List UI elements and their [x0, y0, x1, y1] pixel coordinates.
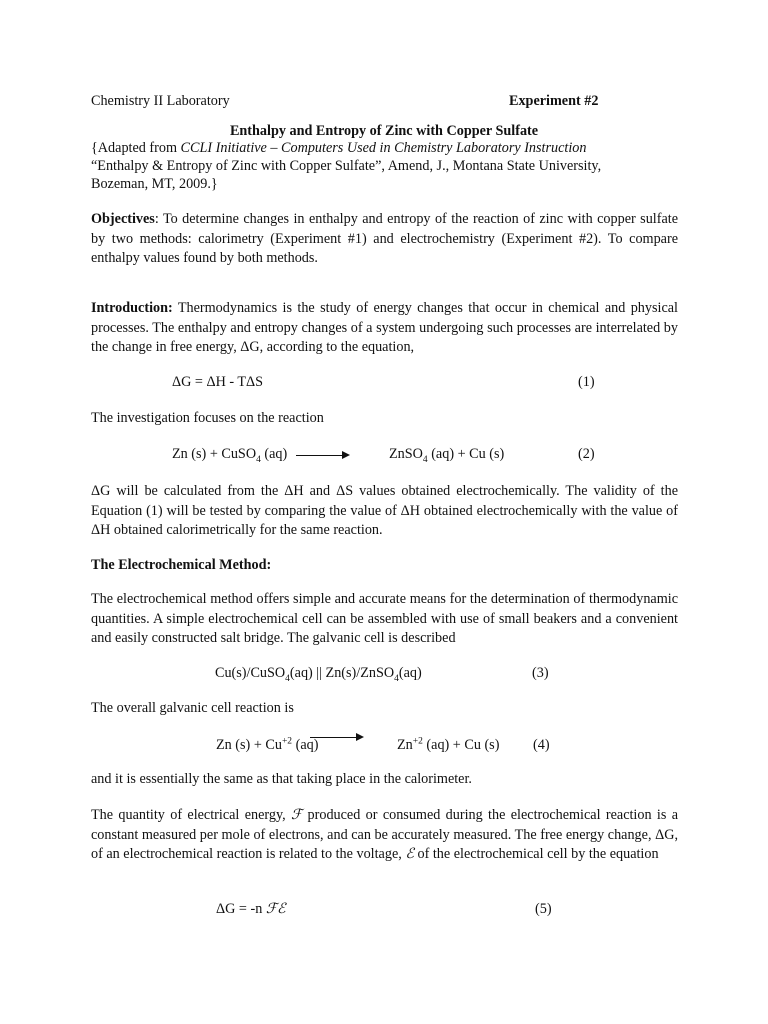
investigation-text: The investigation focuses on the reaction: [91, 410, 324, 426]
equation-2-right: ZnSO$_4$ (aq) + Cu (s): [389, 446, 505, 465]
equation-5-number: (5): [535, 901, 552, 917]
objectives-paragraph: [91, 210, 678, 269]
equation-2-left: Zn (s) + CuSO$_4$ (aq): [172, 446, 288, 465]
equation-2-number: (2): [578, 446, 595, 462]
equation-1: ΔG = ΔH - TΔS: [172, 374, 264, 390]
validity-paragraph: ΔG will be calculated from the ΔH and ΔS values obtained electrochemically. The validity of the Equation (1) will be tested by comparing the value of ΔH obtained electrochemically with the value of ΔH obtained calorimetrically for the same reaction.: [91, 483, 678, 538]
electrochemical-paragraph: The electrochemical method offers simple and accurate means for the determination of thermodynamic quantities. A simple electrochemical cell can be assembled with use of small beakers and a convenient and easily constructed salt bridge. The galvanic cell is described: [91, 591, 678, 646]
experiment-number: Experiment #2: [509, 93, 599, 109]
introduction-text: Thermodynamics is the study of energy changes that occur in chemical and physical processes. The enthalpy and entropy changes of a system undergoing such processes are interrelated by the change in free energy, ΔG, according to the equation,: [91, 300, 678, 355]
equation-4-number: (4): [533, 737, 550, 753]
adapted-source: CCLI Initiative – Computers Used in Chemistry Laboratory Instruction: [180, 140, 587, 156]
same-text: and it is essentially the same as that taking place in the calorimeter.: [91, 771, 472, 787]
course-name: Chemistry II Laboratory: [91, 93, 230, 109]
equation-3-number: (3): [532, 665, 549, 681]
reaction-arrow: [296, 455, 348, 456]
adapted-line-3: Bozeman, MT, 2009.}: [91, 176, 218, 192]
equation-5: ΔG = -n ℱℰ: [216, 901, 286, 917]
reaction-arrow-2: [310, 737, 362, 738]
objectives-label: Objectives: [91, 211, 155, 227]
quantity-paragraph: The quantity of electrical energy, ℱ produced or consumed during the electrochemical reaction is a constant measured per mole of electrons, and can be accurately measured. The free energy change, ΔG, of an electrochemical reaction is related to the voltage, ℰ of the electrochemical cell by the equation: [91, 807, 678, 862]
adapted-line-2: “Enthalpy & Entropy of Zinc with Copper Sulfate”, Amend, J., Montana State University,: [91, 158, 602, 174]
adapted-prefix: {Adapted from: [91, 140, 181, 156]
overall-text: The overall galvanic cell reaction is: [91, 700, 294, 716]
electrochemical-heading: The Electrochemical Method:: [91, 557, 272, 573]
equation-3: Cu(s)/CuSO$_4$(aq) || Zn(s)/ZnSO$_4$(aq): [215, 665, 422, 684]
equation-1-number: (1): [578, 374, 595, 390]
equation-4-left: Zn $(s) + Cu^{+2}$ (aq): [216, 736, 319, 753]
adapted-line-1: [91, 139, 586, 158]
voltage-symbol: ℰ: [405, 846, 414, 862]
equation-4-right: $Zn^{+2}$ (aq) + Cu (s): [397, 736, 500, 753]
introduction-label: Introduction:: [91, 300, 173, 316]
faraday-symbol: ℱ: [291, 807, 303, 823]
document-title: Enthalpy and Entropy of Zinc with Copper Sulfate: [229, 123, 539, 139]
objectives-text: : To determine changes in enthalpy and entropy of the reaction of zinc with copper sulfate by two methods: calorimetry (Experiment #1) and electrochemistry (Experiment #2). To compare enthalpy values found by both methods.: [91, 211, 678, 266]
introduction-paragraph: [91, 299, 678, 358]
